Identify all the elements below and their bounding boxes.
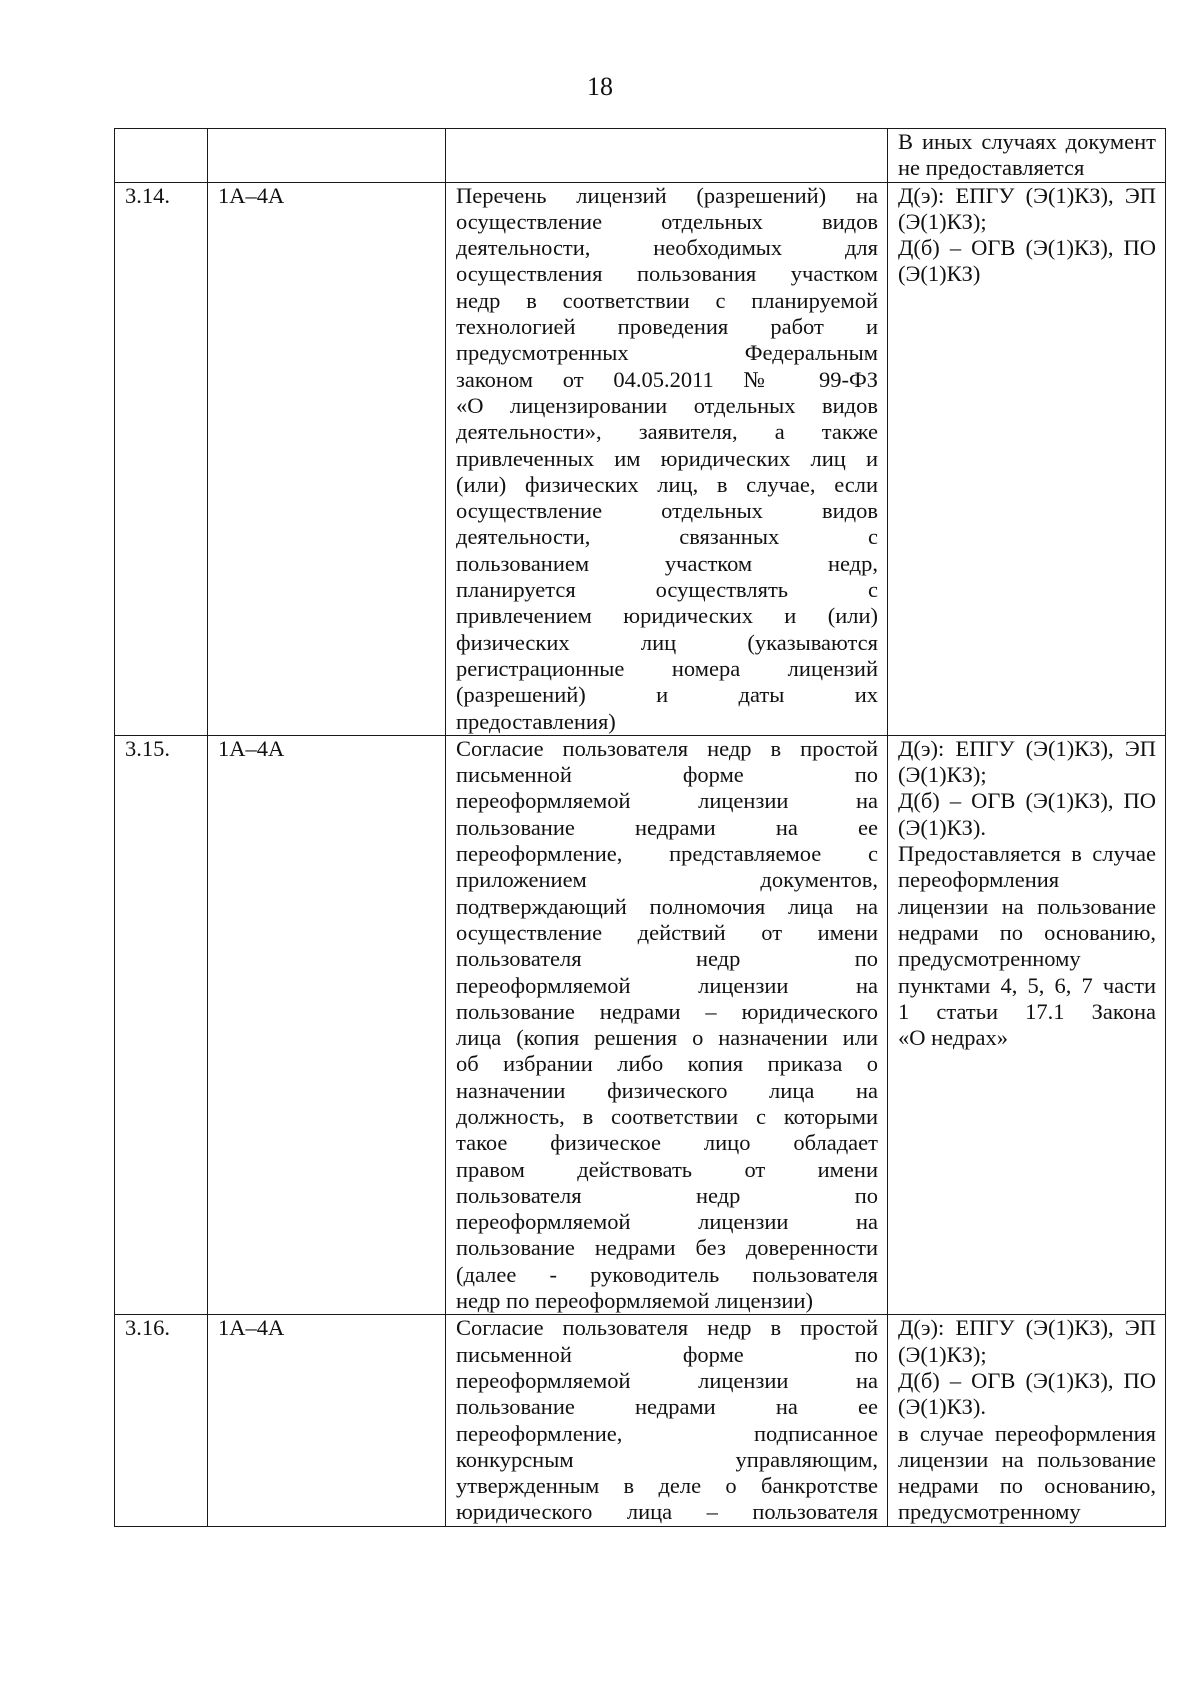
document-name-line: физических лиц (указываются (456, 629, 878, 655)
document-name-cell (446, 1315, 888, 1526)
document-name-line: пользованием участком недр, (456, 550, 878, 576)
table-row (115, 129, 1166, 183)
submission-method-line: (Э(1)КЗ) (898, 261, 981, 287)
submission-method-line: Д(б) – ОГВ (Э(1)КЗ), ПО (898, 235, 1156, 261)
document-name-line: осуществление действий от имени (456, 919, 878, 945)
submission-method-line: недрами по основанию, (898, 919, 1156, 945)
submission-method-line: лицензии на пользование (898, 893, 1156, 919)
document-name-line: письменной форме по (456, 1341, 878, 1367)
submission-method-line: лицензии на пользование (898, 1446, 1156, 1472)
document-name-line: конкурсным управляющим, (456, 1446, 878, 1472)
document-name-line: об избрании либо копия приказа о (456, 1051, 878, 1077)
document-name-line: технологией проведения работ и (456, 314, 878, 340)
document-name-line: деятельности», заявителя, а также (456, 419, 878, 445)
document-name-line: регистрационные номера лицензий (456, 655, 878, 681)
document-name-line: утвержденным в деле о банкротстве (456, 1473, 878, 1499)
document-name-line: осуществление отдельных видов (456, 498, 878, 524)
document-name-line: назначении физического лица на (456, 1077, 878, 1103)
document-name-line: деятельности, необходимых для (456, 235, 878, 261)
document-name-line: Перечень лицензий (разрешений) на (456, 182, 878, 208)
document-name-line: осуществление отдельных видов (456, 208, 878, 234)
table-body (115, 129, 1166, 1527)
document-name-line: должность, в соответствии с которыми (456, 1103, 878, 1129)
submission-method-line: «О недрах» (898, 1025, 1009, 1051)
submission-method-line: переоформления (898, 867, 1060, 893)
document-name-line: привлечением юридических и (или) (456, 603, 878, 629)
submission-method-cell (888, 182, 1166, 735)
document-name-line: лица (копия решения о назначении или (456, 1025, 878, 1051)
submission-method-line: недрами по основанию, (898, 1473, 1156, 1499)
page-number: 18 (587, 72, 613, 101)
document-name-line: правом действовать от имени (456, 1156, 878, 1182)
document-name-cell (446, 182, 888, 735)
category-code-cell: 1А–4А (208, 182, 446, 735)
document-name-line: Согласие пользователя недр в простой (456, 735, 878, 761)
document-name-line: привлеченных им юридических лиц и (456, 445, 878, 471)
document-name-line: переоформляемой лицензии на (456, 788, 878, 814)
row-number-cell: 3.16. (115, 1315, 208, 1526)
document-table (114, 128, 1166, 1527)
document-name-line: осуществления пользования участком (456, 261, 878, 287)
document-name-line: подтверждающий полномочия лица на (456, 893, 878, 919)
submission-method-line: Д(э): ЕПГУ (Э(1)КЗ), ЭП (898, 1315, 1156, 1341)
table-row (115, 182, 1166, 735)
row-number-cell: 3.14. (115, 182, 208, 735)
submission-method-line: Д(б) – ОГВ (Э(1)КЗ), ПО (898, 788, 1156, 814)
submission-method-line: (Э(1)КЗ). (898, 814, 986, 840)
submission-method-line: (Э(1)КЗ); (898, 762, 987, 788)
document-name-line: переоформление, подписанное (456, 1420, 878, 1446)
submission-method-cell (888, 1315, 1166, 1526)
submission-method-line: В иных случаях документ (898, 129, 1156, 154)
document-name-line: предусмотренных Федеральным (456, 340, 878, 366)
row-number-cell (115, 129, 208, 183)
category-code-cell (208, 129, 446, 183)
document-name-line: «О лицензировании отдельных видов (456, 392, 878, 418)
submission-method-line: Д(б) – ОГВ (Э(1)КЗ), ПО (898, 1367, 1156, 1393)
document-name-line: такое физическое лицо обладает (456, 1130, 878, 1156)
submission-method-line: Д(э): ЕПГУ (Э(1)КЗ), ЭП (898, 182, 1156, 208)
document-name-line: переоформляемой лицензии на (456, 1209, 878, 1235)
document-name-line: (разрешений) и даты их (456, 682, 878, 708)
document-name-line: деятельности, связанных с (456, 524, 878, 550)
category-code-cell: 1А–4А (208, 735, 446, 1315)
submission-method-line: в случае переоформления (898, 1420, 1156, 1446)
table-row (115, 735, 1166, 1315)
document-name-line: пользование недрами – юридического (456, 998, 878, 1024)
document-name-line: предоставления) (456, 708, 616, 734)
submission-method-line: (Э(1)КЗ). (898, 1394, 986, 1420)
category-code-cell: 1А–4А (208, 1315, 446, 1526)
document-name-line: пользователя недр по (456, 946, 878, 972)
submission-method-line: Д(э): ЕПГУ (Э(1)КЗ), ЭП (898, 735, 1156, 761)
submission-method-line: не предоставляется (898, 155, 1085, 181)
document-name-line: письменной форме по (456, 762, 878, 788)
document-name-line: приложением документов, (456, 867, 878, 893)
submission-method-line: предусмотренному (898, 946, 1081, 972)
document-name-cell (446, 735, 888, 1315)
document-name-line: юридического лица – пользователя (456, 1499, 878, 1525)
submission-method-cell (888, 735, 1166, 1315)
submission-method-line: пунктами 4, 5, 6, 7 части (898, 972, 1156, 998)
document-name-line: переоформляемой лицензии на (456, 972, 878, 998)
document-name-line: пользование недрами на ее (456, 814, 878, 840)
submission-method-line: Предоставляется в случае (898, 841, 1156, 867)
submission-method-line: предусмотренному (898, 1499, 1081, 1525)
submission-method-line: (Э(1)КЗ); (898, 208, 987, 234)
document-name-line: недр по переоформляемой лицензии) (456, 1288, 813, 1314)
submission-method-line: 1 статьи 17.1 Закона (898, 998, 1156, 1024)
document-name-line: планируется осуществлять с (456, 577, 878, 603)
document-name-line: (далее - руководитель пользователя (456, 1261, 878, 1287)
document-name-line: пользование недрами на ее (456, 1394, 878, 1420)
document-name-line: переоформляемой лицензии на (456, 1367, 878, 1393)
document-name-line: пользователя недр по (456, 1182, 878, 1208)
document-name-line: недр в соответствии с планируемой (456, 287, 878, 313)
document-name-line: Согласие пользователя недр в простой (456, 1315, 878, 1341)
document-name-line: переоформление, представляемое с (456, 841, 878, 867)
document-name-cell (446, 129, 888, 183)
document-name-line: законом от 04.05.2011 № 99-ФЗ (456, 366, 878, 392)
submission-method-cell (888, 129, 1166, 183)
table-row (115, 1315, 1166, 1526)
row-number-cell: 3.15. (115, 735, 208, 1315)
document-name-line: пользование недрами без доверенности (456, 1235, 878, 1261)
submission-method-line: (Э(1)КЗ); (898, 1341, 987, 1367)
document-name-line: (или) физических лиц, в случае, если (456, 471, 878, 497)
